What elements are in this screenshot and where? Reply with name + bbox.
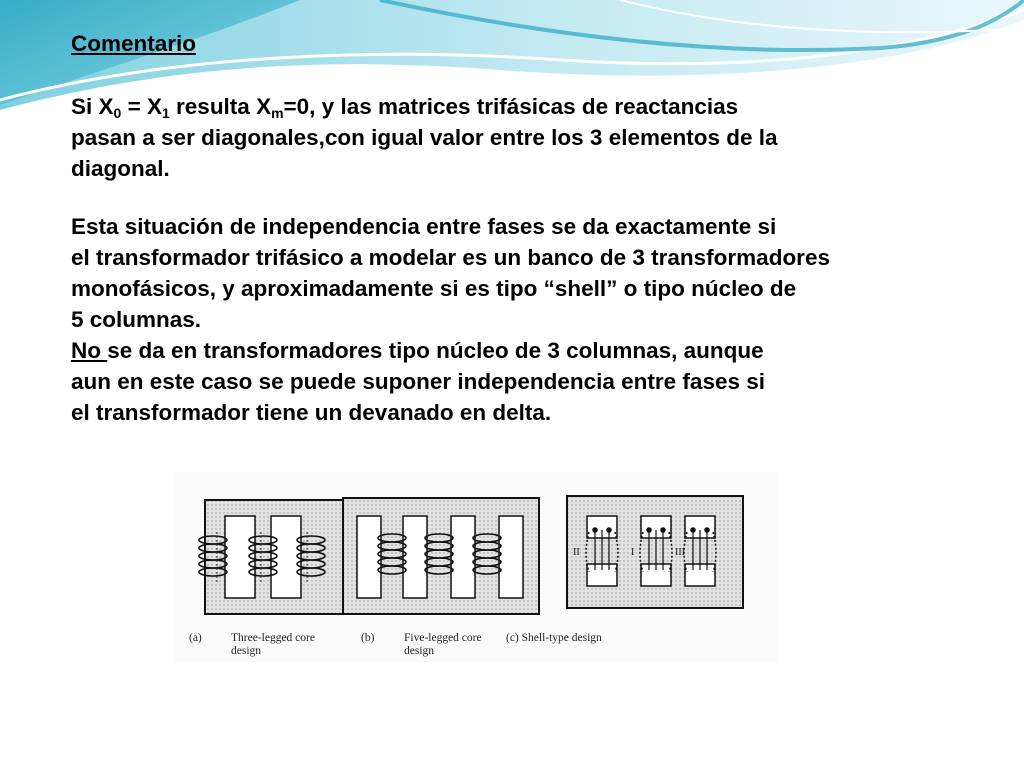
paragraph-1-line-3: diagonal. (71, 156, 170, 181)
caption-b-tag: (b) (361, 632, 375, 644)
window-3 (451, 516, 475, 598)
paragraph-2-line-3: monofásicos, y aproximadamente si es tipo “shell” o tipo núcleo de (71, 276, 797, 301)
paragraph-1-line-2: pasan a ser diagonales,con igual valor entre los 3 elementos de la (71, 125, 778, 150)
caption-a-tag: (a) (189, 632, 202, 644)
caption-a-line-1: Three-legged core (231, 632, 315, 644)
window-4 (499, 516, 523, 598)
paragraph-2-line-6: aun en este caso se puede suponer independencia entre fases si (71, 369, 765, 394)
p1-text-rest: =0, y las matrices trifásicas de reactancias (283, 94, 739, 119)
shell-type-core-diagram (567, 496, 743, 608)
paragraph-2-line-7: el transformador tiene un devanado en delta. (71, 400, 552, 425)
caption-c: (c) Shell-type design (506, 632, 602, 644)
shell-label-i: I (631, 547, 635, 558)
shell-label-iii: III (675, 547, 685, 558)
paragraph-2-line-2: el transformador trifásico a modelar es un banco de 3 transformadores (71, 245, 830, 270)
heading: Comentario (71, 31, 197, 56)
p1-text-si-x: Si X (71, 94, 114, 119)
paragraph-2-line-5 (71, 338, 764, 364)
paragraph-2-line-4: 5 columnas. (71, 307, 202, 332)
caption-b-line-2: design (404, 645, 435, 657)
shell-label-ii: II (573, 547, 580, 558)
p1-text-resulta-x: resulta X (169, 94, 272, 119)
five-legged-core-diagram (343, 498, 539, 614)
paragraph-2-line-1: Esta situación de independencia entre fases se da exactamente si (71, 214, 777, 239)
p1-sub-0: 0 (113, 105, 122, 121)
caption-a-line-2: design (231, 645, 262, 657)
paragraph-1-line-1 (71, 94, 738, 120)
line-5-rest: se da en transformadores tipo núcleo de 3 columnas, aunque (107, 338, 764, 363)
transformer-core-figure (175, 472, 777, 662)
three-legged-core-diagram (199, 500, 345, 614)
window-2 (403, 516, 427, 598)
window-1 (357, 516, 381, 598)
underlined-no: No (71, 338, 108, 363)
p1-sub-1: 1 (161, 105, 170, 121)
p1-sub-m: m (271, 105, 284, 121)
p1-text-eq-x: = X (121, 94, 162, 119)
caption-b-line-1: Five-legged core (404, 632, 482, 644)
